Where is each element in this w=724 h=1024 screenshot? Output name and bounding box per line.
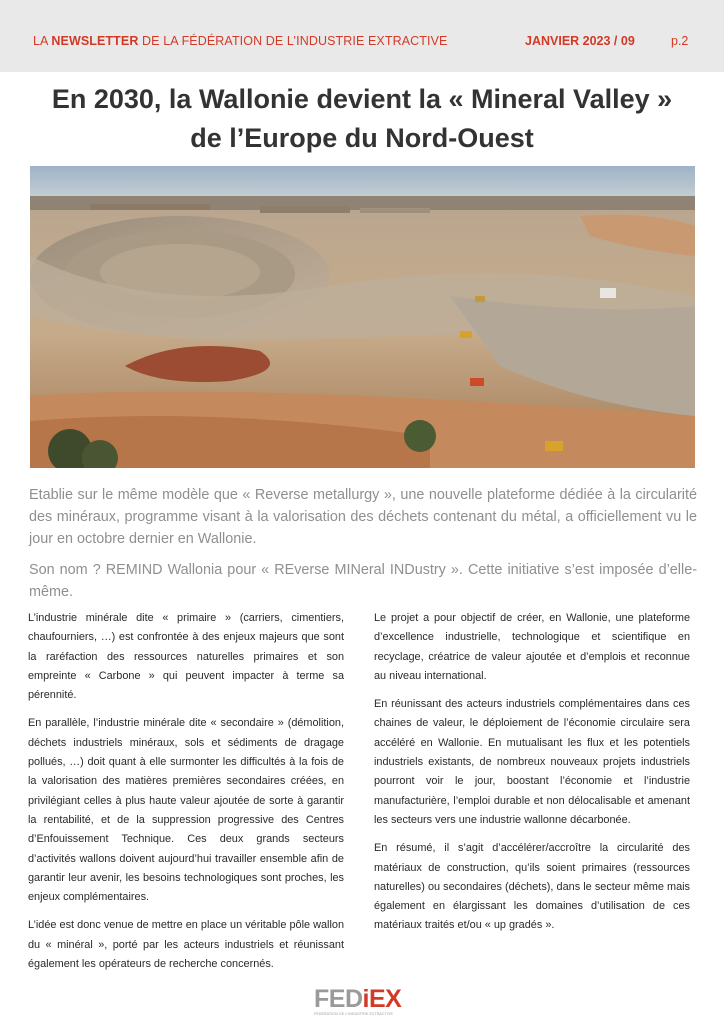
article-title-line-1: En 2030, la Wallonie devient la « Mineral Valley » bbox=[51, 84, 673, 114]
fediex-logo bbox=[314, 986, 426, 1020]
lede-paragraph: Etablie sur le même modèle que « Reverse metallurgy », une nouvelle plateforme dédiée à la circularité des minéraux, programme visant à la valorisation des déchets contenant du métal, a officiellement vu le jour en octobre dernier en Wallonie. bbox=[29, 487, 697, 547]
body-paragraph: En résumé, il s’agit d’accélérer/accroître la circularité des matériaux de construction, qu’ils soient primaires (ressources naturelles) ou secondaires (déchets), dans le secteur même mais également en élargissant les domaines d’utilisation de ces matériaux traités et/ou « up gradés ». bbox=[374, 842, 690, 932]
body-column-right bbox=[374, 609, 690, 945]
body-paragraph: En parallèle, l’industrie minérale dite « secondaire » (démolition, déchets industriels minéraux, sols et sédiments de dragage pollués, …) doit quant à elle surmonter les difficultés à la fois de la valorisation des matières premières secondaires créées, en privilégiant celles à plus haute valeur ajoutée de sorte à garantir la rentabilité, et de la suppression progressive des Centres d’Enfouissement Technique. Ces deux grands secteurs d’activités wallons doivent aujourd’hui travailler ensemble afin de garantir leur avenir, les besoins technologiques sont proches, les enjeux complémentaires. bbox=[28, 717, 344, 904]
body-paragraph: Le projet a pour objectif de créer, en Wallonie, une plateforme d’excellence industrielle, technologique et scientifique en recyclage, créatrice de valeur ajoutée et d’emplois et reconnue au niveau international. bbox=[374, 612, 690, 682]
newsletter-label: LA NEWSLETTER DE LA FÉDÉRATION DE L’INDUSTRIE EXTRACTIVE bbox=[33, 34, 448, 48]
body-column-left bbox=[28, 609, 344, 983]
logo-subtitle: FÉDÉRATION DE L’INDUSTRIE EXTRACTIVE bbox=[314, 1012, 394, 1016]
issue-date: JANVIER 2023 / 09 bbox=[525, 34, 635, 48]
lede-paragraph: Son nom ? REMIND Wallonia pour « REverse MINeral INDustry ». Cette initiative s’est imposée d’elle-même. bbox=[29, 562, 697, 600]
open-pit-mine-photo bbox=[30, 166, 695, 468]
logo-wordmark: FEDiEX bbox=[314, 985, 402, 1013]
body-paragraph: L’idée est donc venue de mettre en place un véritable pôle wallon du « minéral », porté par les acteurs industriels et réunissant également les opérateurs de recherche concernés. bbox=[28, 919, 344, 971]
article-title-line-2: de l’Europe du Nord-Ouest bbox=[190, 123, 534, 153]
page-number: p.2 bbox=[671, 34, 689, 48]
body-paragraph: En réunissant des acteurs industriels complémentaires dans ces chaines de valeur, le déploiement de l’économie circulaire sera accéléré en Wallonie. En mutualisant les flux et les potentiels industriels existants, de nombreux nouveaux projets industriels pourront voir le jour, boostant l’économie et l’industrie manufacturière, l’emploi durable et non délocalisable et amenant les secteurs vers une industrie wallonne décarbonée. bbox=[374, 698, 690, 826]
newsletter-header-bar bbox=[0, 0, 724, 72]
body-paragraph: L’industrie minérale dite « primaire » (carriers, cimentiers, chaufourniers, …) est confrontée à des enjeux majeurs que sont la raréfaction des ressources naturelles primaires et son empreinte « Carbone » qui peuvent impacter à terme sa pérennité. bbox=[28, 612, 344, 702]
article-title bbox=[0, 80, 724, 158]
article-lede bbox=[29, 484, 697, 612]
